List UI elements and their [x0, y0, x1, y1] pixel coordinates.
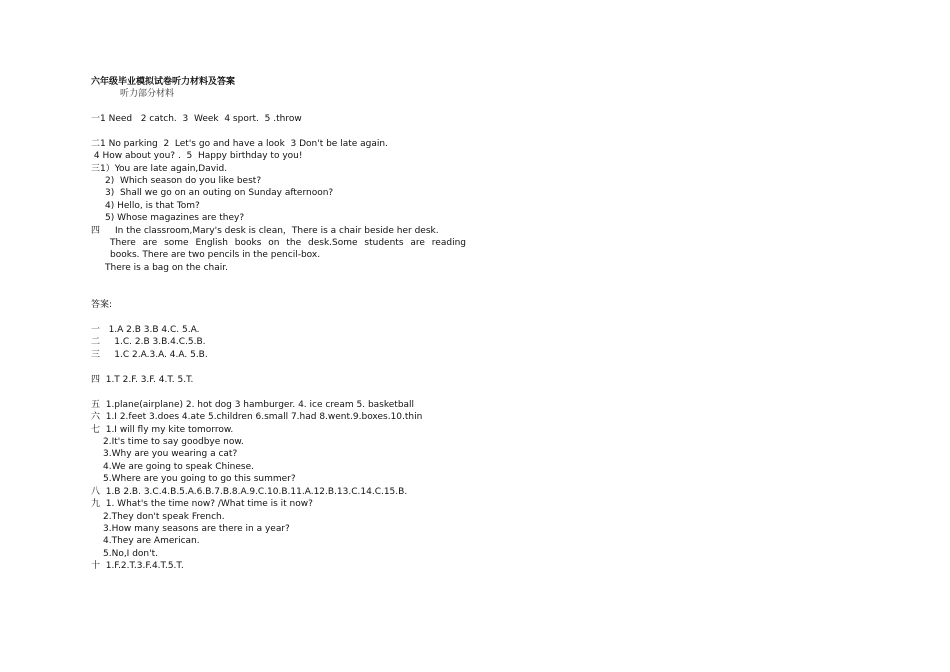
listening-section-4-line-4: There is a bag on the chair.	[105, 263, 228, 273]
answer-row-3: 三 1.C 2.A.3.A. 4.A. 5.B.	[91, 350, 208, 360]
answer-row-8: 八 1.B 2.B. 3.C.4.B.5.A.6.B.7.B.8.A.9.C.10.B.11.A.12.B.13.C.14.C.15.B.	[91, 487, 408, 497]
answer-row-4: 四 1.T 2.F. 3.F. 4.T. 5.T.	[91, 375, 194, 385]
answer-row-2: 二 1.C. 2.B 3.B.4.C.5.B.	[91, 337, 206, 347]
listening-section-3-line-2: 2) Which season do you like best?	[105, 176, 262, 186]
answer-row-5: 五 1.plane(airplane) 2. hot dog 3 hamburger. 4. ice cream 5. basketball	[91, 400, 415, 410]
answer-row-7-line-2: 2.It's time to say goodbye now.	[103, 437, 244, 447]
listening-section-1: 一1 Need 2 catch. 3 Week 4 sport. 5 .throw	[91, 114, 302, 124]
listening-section-3-line-3: 3) Shall we go on an outing on Sunday afternoon?	[105, 188, 334, 198]
answer-row-7-line-5: 5.Where are you going to go this summer?	[103, 474, 296, 484]
listening-section-3-line-5: 5) Whose magazines are they?	[105, 213, 245, 223]
listening-section-3-line-4: 4) Hello, is that Tom?	[105, 201, 200, 211]
answer-row-9-line-4: 4.They are American.	[103, 536, 200, 546]
listening-section-2-line-2: 4 How about you? . 5 Happy birthday to you!	[91, 151, 303, 161]
answer-row-9-line-3: 3.How many seasons are there in a year?	[103, 524, 290, 534]
answer-row-7-line-4: 4.We are going to speak Chinese.	[103, 462, 255, 472]
document-title: 六年级毕业模拟试卷听力材料及答案	[91, 77, 236, 87]
listening-section-4-line-1: In the classroom,Mary's desk is clean，There is a chair beside her desk.	[115, 226, 439, 236]
listening-section-4-line-2: There are some English books on the desk.Some students are reading	[110, 238, 466, 248]
answer-row-7-line-3: 3.Why are you wearing a cat?	[103, 449, 238, 459]
listening-section-3-line-1: 三1）You are late again,David.	[91, 164, 228, 174]
answer-row-7-line-1: 七 1.I will fly my kite tomorrow.	[91, 425, 234, 435]
answers-heading: 答案:	[91, 300, 113, 310]
answer-row-6: 六 1.I 2.feet 3.does 4.ate 5.children 6.small 7.had 8.went.9.boxes.10.thin	[91, 412, 423, 422]
listening-section-2-line-1: 二1 No parking 2 Let's go and have a look 3 Don't be late again.	[91, 139, 388, 149]
answer-row-9-line-5: 5.No,I don't.	[103, 549, 158, 559]
answer-row-10: 十 1.F.2.T.3.F.4.T.5.T.	[91, 561, 184, 571]
listening-section-4-line-3: books. There are two pencils in the pencil-box.	[110, 250, 321, 260]
document-subtitle: 听力部分材料	[120, 89, 175, 99]
answer-row-1: 一 1.A 2.B 3.B 4.C. 5.A.	[91, 325, 200, 335]
answer-row-9-line-2: 2.They don't speak French.	[103, 512, 225, 522]
answer-row-9-line-1: 九 1. What's the time now? /What time is it now?	[91, 499, 313, 509]
listening-section-4-label: 四	[91, 226, 101, 236]
